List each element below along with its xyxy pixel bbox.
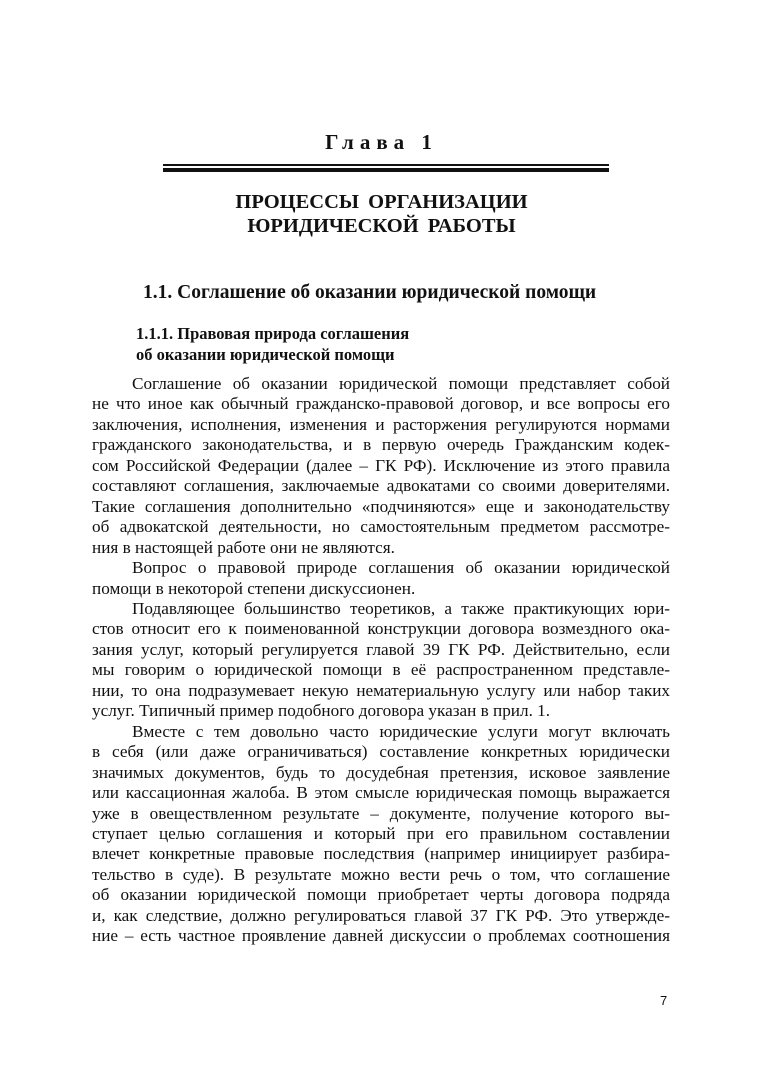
text-line: мы говорим о юридической помощи в её распространенном представле- (92, 660, 670, 680)
chapter-title-line: ПРОЦЕССЫ ОРГАНИЗАЦИИ (235, 191, 528, 213)
body-text (92, 374, 670, 947)
text-line: сом Российской Федерации (далее – ГК РФ). Исключение из этого правила (92, 455, 670, 475)
text-line: тельство в суде). В результате можно вести речь о том, что соглашение (92, 864, 670, 884)
text-line: помощи в некоторой степени дискуссионен. (92, 578, 416, 598)
text-line: заключения, исполнения, изменения и расторжения регулируются нормами (92, 414, 670, 434)
text-line: не что иное как обычный гражданско-правовой договор, и все вопросы его (92, 394, 670, 414)
paragraph (92, 722, 670, 947)
text-line: ступает целью соглашения и который при его правильном составлении (92, 823, 670, 843)
heading-rule-thin (163, 164, 609, 166)
text-line: составляют соглашения, заключаемые адвокатами со своими доверителями. (92, 476, 670, 496)
text-line: стов относит его к поименованной конструкции договора возмездного ока- (92, 619, 670, 639)
text-line: влечет конкретные правовые последствия (например инициирует разбира- (92, 844, 670, 864)
text-line: об оказании юридической помощи приобретает черты договора подряда (92, 885, 670, 905)
text-line: зания услуг, который регулируется главой 39 ГК РФ. Действительно, если (92, 639, 670, 659)
text-line: Такие соглашения дополнительно «подчиняются» еще и законодательству (92, 496, 670, 516)
text-line: Вопрос о правовой природе соглашения об оказании юридической (132, 558, 670, 578)
text-line: Подавляющее большинство теоретиков, а также практикующих юри- (132, 598, 670, 618)
chapter-title (0, 190, 763, 238)
section-heading: 1.1. Соглашение об оказании юридической помощи (143, 282, 597, 303)
chapter-heading: Глава 1 (325, 130, 438, 154)
heading-rule-thick (163, 168, 609, 172)
text-line: или кассационная жалоба. В этом смысле юридическая помощь выражается (92, 783, 670, 803)
text-line: и, как следствие, должно регулироваться главой 37 ГК РФ. Это утвержде- (92, 905, 670, 925)
text-line: в себя (или даже ограничиваться) составление конкретных юридически (92, 742, 670, 762)
text-line: ние – есть частное проявление давней дискуссии о проблемах соотношения (92, 926, 670, 946)
text-line: об адвокатской деятельности, но самостоятельным предметом рассмотре- (92, 517, 670, 537)
chapter-title-line: ЮРИДИЧЕСКОЙ РАБОТЫ (247, 215, 516, 237)
paragraph (92, 374, 670, 558)
paragraph (92, 599, 670, 722)
text-line: уже в овеществленном результате – документе, получение которого вы- (92, 803, 670, 823)
text-line: услуг. Типичный пример подобного договора указан в прил. 1. (92, 701, 551, 721)
text-line: Вместе с тем довольно часто юридические услуги могут включать (132, 721, 670, 741)
subsection-line: 1.1.1. Правовая природа соглашения (136, 324, 410, 343)
text-line: гражданского законодательства, и в первую очередь Гражданским кодек- (92, 435, 670, 455)
text-line: нии, то она подразумевает некую нематериальную услугу или набор таких (92, 680, 670, 700)
text-line: значимых документов, будь то досудебная претензия, исковое заявление (92, 762, 670, 782)
paragraph (92, 558, 670, 599)
subsection-heading (136, 323, 409, 365)
text-line: ния в настоящей работе они не являются. (92, 537, 395, 557)
subsection-line: об оказании юридической помощи (136, 345, 395, 364)
text-line: Соглашение об оказании юридической помощи представляет собой (132, 374, 670, 393)
page-number: 7 (660, 993, 668, 1008)
